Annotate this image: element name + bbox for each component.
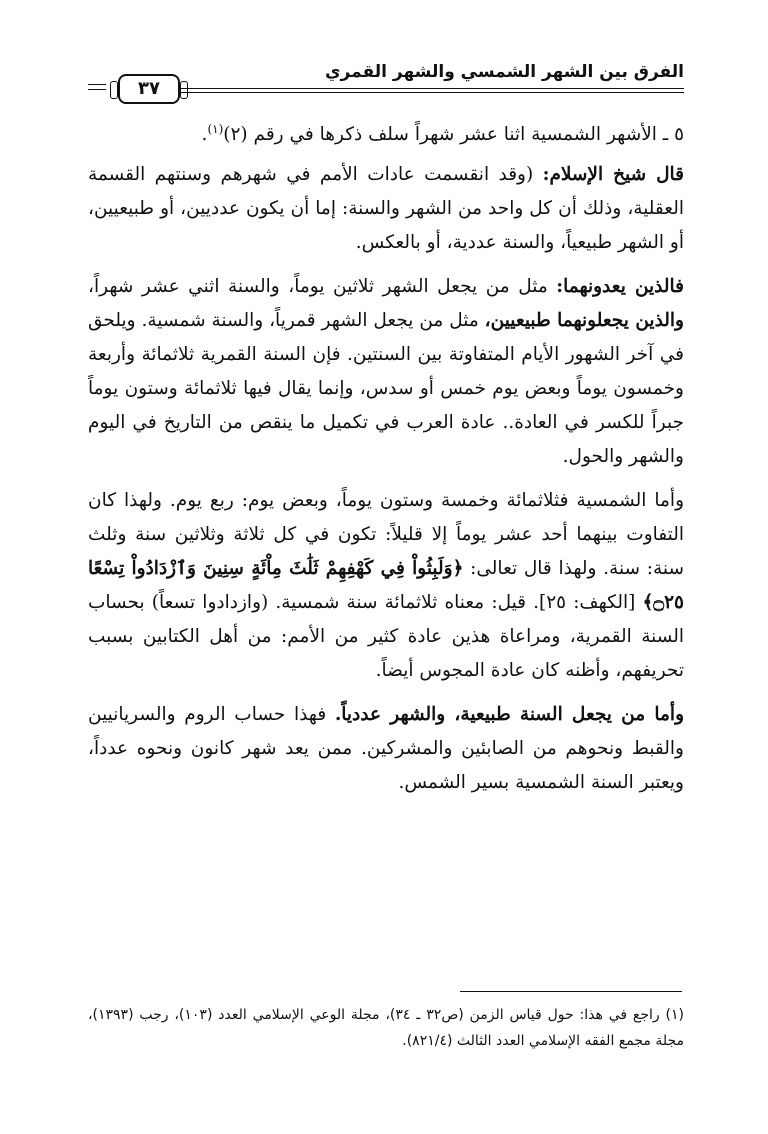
paragraph-4-text-b: [الكهف: ٢٥]. قيل: معناه ثلاثمائة سنة شمسية. (وازدادوا تسعاً) بحساب السنة القمرية، ومراعاة هذين عادة كثير من الأمم: من أهل الكتابين بسبب تحريفهم، وأظنه كان عادة المجوس أيضاً. bbox=[88, 592, 684, 681]
running-title: الفرق بين الشهر الشمسي والشهر القمري bbox=[324, 62, 684, 82]
main-text bbox=[88, 118, 684, 810]
paragraph-3-lead: فالذين يعدونهما: bbox=[556, 276, 684, 297]
footnote-separator bbox=[460, 991, 682, 992]
paragraph-4 bbox=[88, 484, 684, 688]
footnote-1: (١) راجع في هذا: حول قياس الزمن (ص٣٢ ـ ٣٤)، مجلة الوعي الإسلامي العدد (١٠٣)، رجب (١٣٩٣)، مجلة مجمع الفقه الإسلامي العدد الثالث (٨٢١/٤). bbox=[88, 1007, 684, 1049]
footnotes bbox=[88, 1002, 684, 1054]
header-left-rule-double bbox=[88, 89, 106, 90]
paragraph-3-text-b: مثل من يجعل الشهر قمرياً، والسنة شمسية. ويلحق في آخر الشهور الأيام المتفاوتة بين السنتين. فإن السنة القمرية ثلاثمائة وأربعة وخمسون يوماً وبعض يوم خمس أو سدس، وإنما يقال فيها ثلاثمائة وستون يوماً جبراً للكسر في العادة.. عادة العرب في تكميل ما ينقص من التاريخ في اليوم والشهر والحول. bbox=[88, 310, 684, 467]
paragraph-5-lead: وأما من يجعل السنة طبيعية، والشهر عددياً. bbox=[334, 704, 684, 725]
header-rule-double bbox=[179, 92, 684, 93]
shaykh-label: قال شيخ الإسلام: bbox=[542, 164, 685, 185]
header-left-rule bbox=[88, 84, 106, 85]
paragraph-2 bbox=[88, 158, 684, 260]
paragraph-1 bbox=[88, 118, 684, 152]
paragraph-5-text: فهذا حساب الروم والسريانيين والقبط ونحوهم من الصابئين والمشركين. ممن يعد شهر كانون ونحوه عدداً، ويعتبر السنة الشمسية بسير الشمس. bbox=[88, 704, 684, 793]
paragraph-1-text: ٥ ـ الأشهر الشمسية اثنا عشر شهراً سلف ذكرها في رقم (٢) bbox=[223, 124, 684, 145]
page-header bbox=[88, 62, 684, 110]
quran-verse: ﴿وَلَبِثُواْ فِي كَهْفِهِمْ ثَلَٰثَ مِاْئَةٍ سِنِينَ وَٱزْدَادُواْ تِسْعًا ۝٢٥﴾ bbox=[88, 558, 684, 613]
paragraph-5 bbox=[88, 698, 684, 800]
header-rule bbox=[179, 88, 684, 89]
paragraph-3 bbox=[88, 270, 684, 474]
paragraph-1-end: . bbox=[201, 124, 208, 145]
paragraph-3-bold: والذين يجعلونهما طبيعيين، bbox=[484, 310, 684, 331]
footnote-ref: (١) bbox=[207, 121, 224, 136]
page-number: ٣٧ bbox=[118, 74, 180, 104]
paragraph-3-text-a: مثل من يجعل الشهر ثلاثين يوماً، والسنة اثني عشر شهراً، bbox=[88, 276, 557, 297]
paragraph-2-text: (وقد انقسمت عادات الأمم في شهرهم وسنتهم القسمة العقلية، وذلك أن كل واحد من الشهر والسنة: إما أن يكون عدديين، أو طبيعيين، أو الشهر طبيعياً، والسنة عددية، أو بالعكس. bbox=[88, 164, 684, 253]
paragraph-4-text-a: وأما الشمسية فثلاثمائة وخمسة وستون يوماً، وبعض يوم: ربع يوم. ولهذا كان التفاوت بينهما أحد عشر يوماً إلا قليلاً: تكون في كل ثلاثة وثلاثين سنة وثلث سنة: سنة. ولهذا قال تعالى: bbox=[88, 490, 684, 579]
